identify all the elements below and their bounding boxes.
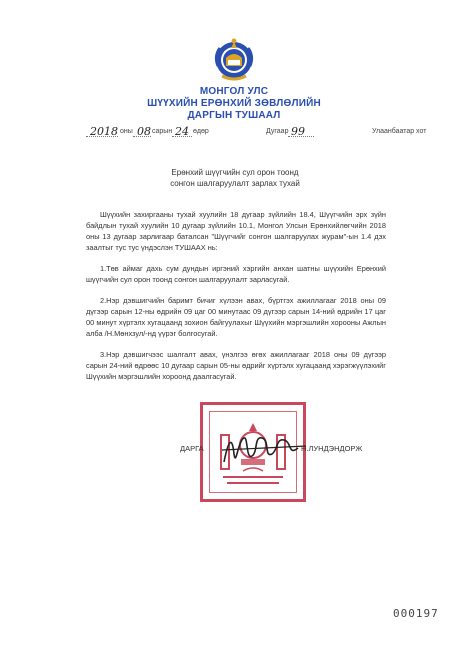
date-year: 2018 [90, 125, 118, 138]
state-emblem-icon [212, 36, 256, 82]
clause-1: 1.Төв аймаг дахь сум дундын иргэний хэргийн анхан шатны шүүхийн Ерөнхий шүүгчийн сул орон тоонд сонгон шалгаруулалт зарласугай. [86, 264, 386, 284]
preamble-paragraph: Шүүхийн захиргааны тухай хуулийн 18 дугаар зүйлийн 18.4, Шүүгчийн эрх зүйн байдлын тухай хуулийн 10 дугаар зүйлийн 10.1, Монгол Улсын Ерөнхийлөгчийн 2018 оны 13 дугаар зарлигаар баталсан "Шүүгчийг сонгон шалгаруулах журам"-ын 1.4 дэх заалтыг тус тус үндэслэн ТУШААХ нь: [86, 210, 386, 252]
month-underline [133, 136, 151, 137]
clause-2: 2.Нэр дэвшигчийн баримт бичиг хүлээн авах, бүртгэх ажиллагааг 2018 оны 09 дүгээр сарын 12-ны өдрийн 09 цаг 00 минутаас 09 дүгээр сарын 14-ний өдрийн 17 цаг 00 минут хүртэлх хугацаанд зохион байгуулахыг Шүүхийн мэргэшлийн хорооны Ажлын алба /Н.Мөнхзул/-нд үүрэг болгосугай. [86, 296, 386, 338]
header-council: ШҮҮХИЙН ЕРӨНХИЙ ЗӨВЛӨЛИЙН [147, 98, 321, 109]
year-underline [86, 136, 118, 137]
clause-3: 3.Нэр дэвшигчээс шалгалт авах, үнэлгээ өгөх ажиллагааг 2018 оны 09 дүгээр сарын 24-ний өдрөөс 10 дугаар сарын 05-ны өдрийг хүртэлх хугацаанд хэрэгжүүлэхийг Шүүхийн мэргэшлийн хороонд даалгасугай. [86, 350, 386, 381]
date-month: 08 [137, 125, 151, 138]
header-order: ДАРГЫН ТУШААЛ [187, 110, 281, 121]
title-line-2: сонгон шалгаруулалт зарлах тухай [170, 179, 300, 188]
date-day: 24 [175, 125, 189, 138]
title-line-1: Ерөнхий шүүгчийн сул орон тоонд [171, 168, 299, 177]
city-label: Улаанбаатар хот [372, 128, 427, 135]
header-country: МОНГОЛ УЛС [199, 86, 269, 97]
serial-number: 000197 [393, 607, 439, 620]
order-number: 99 [291, 125, 305, 138]
day-underline [172, 136, 192, 137]
number-underline [288, 136, 314, 137]
handwritten-signature [218, 424, 310, 474]
day-suffix: өдөр [193, 128, 209, 135]
signatory-name: Н.ЛУНДЭНДОРЖ [301, 444, 363, 453]
year-suffix: оны [120, 128, 133, 135]
month-suffix: сарын [152, 128, 173, 135]
order-title [150, 167, 320, 189]
signatory-title: ДАРГА [180, 444, 204, 453]
number-label: Дугаар [266, 128, 289, 135]
